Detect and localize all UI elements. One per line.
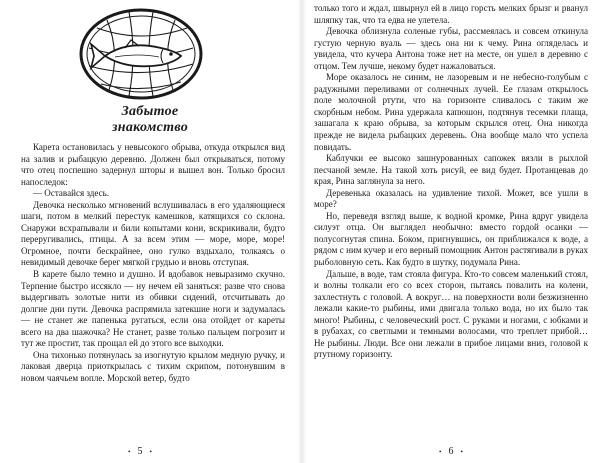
paragraph: Карета остановилась у невысокого обрыва, откуда открылся вид на залив и рыбацкую деревню. Должен был открываться, потому что отец поспешно задернул шторы и вышел вон. Только бросил напоследок:	[21, 142, 285, 187]
page-number-value: 6	[448, 446, 454, 457]
right-page-text	[314, 3, 588, 361]
chapter-title-line-2: знакомство	[111, 120, 189, 135]
page-number	[421, 446, 481, 457]
paragraph: Девочка несколько мгновений вслушивалась в его удаляющиеся шаги, потом в мелкий перестук камешков, катящихся со склона. Снаружи всхрапывали и били копытами кони, вскрикивали, будто переругивались, птицы. А за всем этим — море, море, море! Огромное, почти бескрайнее, оно гулко вздыхало, толкаясь о невидимый девочке берег мягкой грудью и вновь отступая.	[21, 199, 285, 268]
right-page	[306, 0, 600, 463]
paragraph: Море оказалось не синим, не лазоревым и не небесно-голубым с радужными переливами от солнечных лучей. Ее глазам открылось поле молочной ртути, что на горизонте сливалось с таким же скорбным небом. Рина удержала капюшон, подтянув тесемки плаща, зашагала к краю обрыва, за которым скрылся отец. Она никогда прежде не видела рыбацких деревень. Она вообще мало что успела повидать.	[314, 72, 588, 152]
paragraph: Но, переведя взгляд выше, к водной кромке, Рина вдруг увидела силуэт отца. Он выглядел необычно: вместо гордой осанки — полусогнутая спина. Боком, пригнувшись, он приближался к воде, а рядом с ним кучер и его верный помощник Антон растягивали в руках рыболовную сеть. Как будто в шутку, подумала Рина.	[314, 210, 588, 268]
chapter-title	[95, 104, 205, 136]
page-number-value: 5	[137, 446, 143, 457]
paragraph: только того и ждал, швырнул ей в лицо горсть мелких брызг и рванул шляпку так, что та едва не улетела.	[314, 3, 588, 25]
book-gutter	[298, 0, 306, 463]
paragraph: Девочка облизнула соленые губы, рассмеялась и совсем откинула густую черную вуаль — здесь она ни к чему. Рина огляделась и увидела, что кучера Антона тоже нет на месте, он ушел в деревню с отцом. Тем лучше, некому будет нажаловаться.	[314, 26, 588, 71]
folio-ornament-icon: •	[149, 447, 152, 456]
paragraph: Деревенька оказалась на удивление тихой. Может, все ушли в море?	[314, 187, 588, 210]
paragraph: Каблучки ее высоко зашнурованных сапожек вязли в рыхлой песчаной земле. На такой хоть рисуй, ее вид будет. Протанцевав до края, Рина заглянула за него.	[314, 153, 588, 187]
paragraph: Она тихонько потянулась за изогнутую крылом медную ручку, и лаковая дверца приоткрылась с тихим скрипом, потонувшим в новом чаячьем вопле. Морской ветер, будто	[21, 349, 285, 383]
chapter-title-line-1: Забытое	[121, 104, 179, 119]
page-number	[110, 446, 170, 457]
left-page-text	[21, 142, 285, 384]
folio-ornament-icon: •	[460, 447, 463, 456]
paragraph: В карете было темно и душно. И вдобавок невыразимо скучно. Терпение быстро иссякло — ну нечем ей заняться: разве что снова выдергивать золотые нити из обивки сидений, отсчитывать до долгие дни пути. Девочка распрямила затекшие ноги и задумалась — не станет же папенька ругаться, если она отойдет от кареты всего на два шажочка? Не станет, разве только пальцем погрозит и тут же простит, так прощал ей до этого все выходки.	[21, 269, 285, 349]
folio-ornament-icon: •	[128, 447, 131, 456]
paragraph: — Оставайся здесь.	[33, 188, 110, 199]
folio-ornament-icon: •	[439, 447, 442, 456]
paragraph: Дальше, в воде, там стояла фигура. Кто-то совсем маленький стоял, и волны толкали его со всех сторон, пытаясь повалить на колени, захлестнуть с головой. А вокруг… на поверхности воли безжизненно лежали какие-то рыбины, ими двигала только вода, но их было так много! Рыбины, с человеческий рост. С руками и ногами, с юбками и в рубахах, со светлыми и темными волосами, что треплет прибой… Не рыбины. Люди. Все они лежали в прибое лицами вниз, головой к ртутному горизонту.	[314, 268, 588, 360]
fish-emblem-icon	[75, 4, 207, 104]
